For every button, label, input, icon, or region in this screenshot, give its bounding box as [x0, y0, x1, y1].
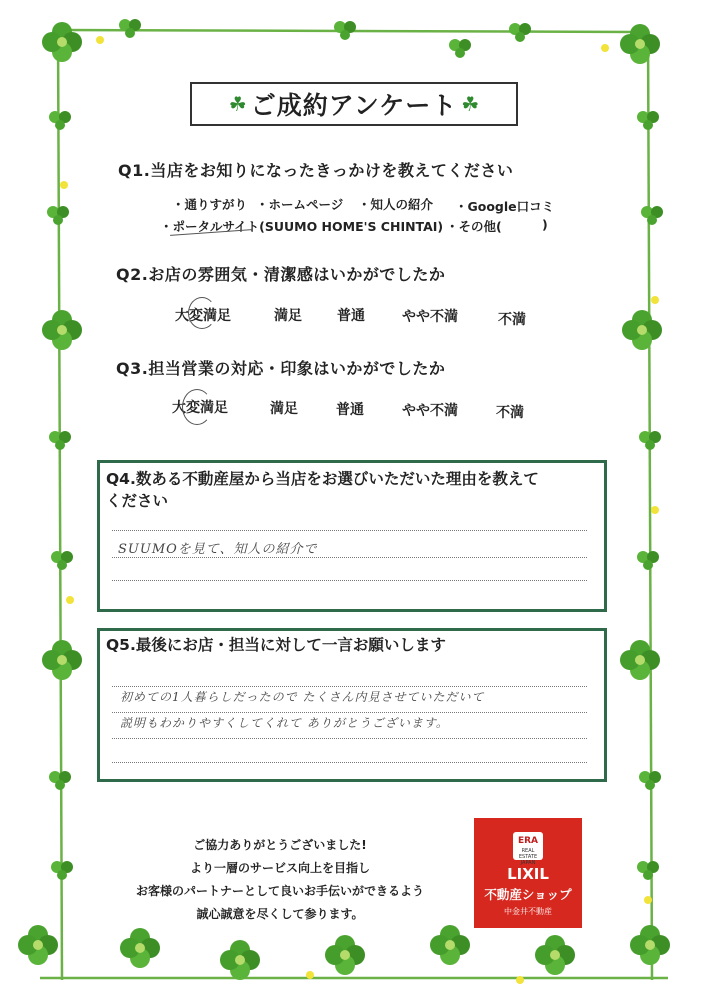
q3-rating-somewhat-dissatisfied: やや不満: [402, 403, 458, 419]
clover-icon: ☘: [228, 92, 247, 116]
q4-handwritten-answer: SUUMOを見て、知人の紹介で: [118, 542, 318, 557]
footer-thanks: ご協力ありがとうございました!: [193, 838, 367, 852]
q2-rating-neutral: 普通: [337, 308, 365, 324]
q5-question: Q5.最後にお店・担当に対して一言お願いします: [106, 636, 446, 654]
footer-line-2: より一層のサービス向上を目指し: [189, 861, 370, 875]
lixil-brand: LIXIL: [507, 865, 549, 883]
answer-line: [112, 557, 587, 558]
answer-line: [112, 712, 587, 713]
q5-handwritten-answer-line1: 初めての1人暮らしだったので たくさん内見させていただいて: [120, 690, 485, 704]
q2-question: Q2.お店の雰囲気・清潔感はいかがでしたか: [116, 265, 446, 284]
q2-rating-somewhat-dissatisfied: やや不満: [402, 309, 458, 325]
footer-line-3: お客様のパートナーとして良いお手伝いができるよう: [135, 884, 424, 898]
era-logo-icon: [513, 832, 543, 866]
answer-line: [112, 686, 587, 687]
selection-circle: [182, 389, 212, 425]
q3-rating-dissatisfied: 不満: [496, 405, 524, 421]
era-logo-subtext: REAL ESTATE JAPAN: [518, 848, 538, 866]
shop-branch: 中金井不動産: [504, 907, 552, 916]
q1-option-portal-site: ・ポータルサイト(SUUMO HOME'S CHINTAI): [160, 219, 444, 234]
q2-rating-satisfied: 満足: [274, 308, 302, 324]
answer-line: [112, 580, 587, 581]
q4-question-line2: ください: [106, 492, 169, 510]
answer-line: [112, 762, 587, 763]
q3-rating-satisfied: 満足: [270, 401, 298, 417]
q1-option-google-reviews: ・Google口コミ: [455, 199, 555, 214]
q1-option-other-close: ): [542, 217, 548, 232]
selection-circle: [188, 297, 216, 329]
q1-option-homepage: ・ホームページ: [256, 197, 344, 212]
clover-icon: ☘: [461, 92, 480, 116]
q1-option-referral: ・知人の紹介: [358, 197, 434, 212]
answer-line: [112, 738, 587, 739]
q5-handwritten-answer-line2: 説明もわかりやすくしてくれて ありがとうございます。: [120, 716, 449, 730]
q2-rating-dissatisfied: 不満: [498, 312, 526, 328]
page-title: ご成約アンケート: [250, 91, 458, 120]
q1-option-passing-by: ・通りすがり: [172, 197, 248, 212]
q4-question: [106, 468, 598, 512]
lixil-shop-logo: [474, 818, 582, 928]
q3-rating-neutral: 普通: [336, 402, 364, 418]
q2-rating-very-satisfied: 大変満足: [175, 308, 231, 324]
answer-line: [112, 530, 587, 531]
era-logo-text: ERA: [517, 836, 539, 846]
footer-line-4: 誠心誠意を尽くして参ります。: [196, 907, 364, 921]
q3-question: Q3.担当営業の対応・印象はいかがでしたか: [116, 359, 446, 378]
q3-rating-very-satisfied: 大変満足: [172, 400, 228, 416]
shop-name: 不動産ショップ: [484, 887, 572, 902]
q4-question-line1: Q4.数ある不動産屋から当店をお選びいただいた理由を教えて: [106, 470, 539, 488]
q1-option-other: ・その他(: [446, 219, 502, 234]
title-box: [190, 82, 518, 126]
q1-question: Q1.当店をお知りになったきっかけを教えてください: [118, 161, 514, 180]
